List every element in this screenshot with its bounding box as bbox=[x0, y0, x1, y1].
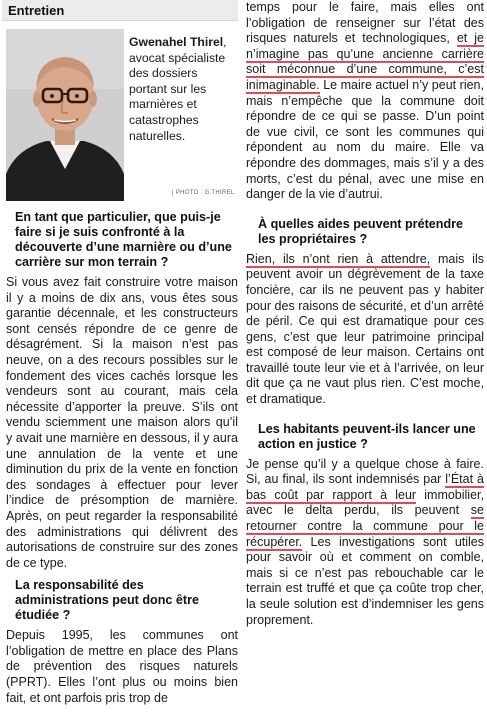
highlight-state-low-cost: l’État à bas coût par rapport à leur bbox=[246, 472, 484, 502]
portrait-illustration bbox=[6, 29, 124, 201]
question-4: Les habitants peuvent-ils lancer une action en justice ? bbox=[258, 421, 476, 451]
right-column bbox=[246, 0, 484, 628]
answer-4-middle: immobilier, avec le delta perdu, ils peuvent bbox=[246, 487, 484, 518]
lawyer-name: Gwenahel Thirel bbox=[129, 35, 224, 49]
answer-2-right bbox=[246, 0, 484, 203]
answer-3-rest: mais ils peuvent avoir un dégrèvement de la taxe foncière, car ils ne peuvent pas y habiter pour des raisons de sécurité, et d’un arrêté de péril. Ce qui est dramatique pour ces gens, c’est que leur patrimoine principal est composé de leur maison. Certains ont travaillé toute leur vie et à l’arrivée, on leur dit que ça ne vaut plus rien. C’est moche, et dramatique. bbox=[246, 251, 484, 407]
highlight-sue-commune: se retourner contre la commune pour le récupérer. bbox=[246, 503, 484, 549]
answer-2-right-end: Le maire actuel n’y peut rien, mais n’empêche que la commune doit répondre de ce qui se passe. D’un point de vue civil, ce sont les communes qui répondent au nom du maire. Elle va répondre des dommages, mais s’il y a des morts, c’est du pénal, avec une mise en danger de la vie d’autrui. bbox=[246, 77, 484, 202]
highlight-nothing-to-expect: Rien, ils n’ont rien à attendre, bbox=[246, 251, 431, 266]
section-title: Entretien bbox=[2, 0, 238, 21]
question-2: La responsabilité des administrations peut donc être étudiée ? bbox=[15, 578, 200, 623]
left-column bbox=[2, 0, 238, 706]
answer-4-end: Les investigations sont utiles pour savoir où et comment on comble, mais si ce n’est pas rebouchable car le terrain est truffé et que ça coûte trop cher, la seule solution est d’indemniser les gens proprement. bbox=[246, 534, 484, 627]
bio-description: , avocat spécialiste des dossiers portant sur les marnières et catastrophes naturelles. bbox=[129, 35, 227, 143]
answer-4 bbox=[246, 457, 484, 629]
answer-2-left: Depuis 1995, les communes ont l’obligation de mettre en place des Plans de prévention des risques naturels (PPRT). Elles l’ont plus ou moins bien fait, et ont parfois pris trop de bbox=[6, 628, 238, 705]
question-3: À quelles aides peuvent prétendre les propriétaires ? bbox=[258, 216, 464, 246]
portrait-block bbox=[2, 25, 238, 203]
photo-credit: | PHOTO : G.THIREL bbox=[172, 190, 235, 196]
question-1: En tant que particulier, que puis-je faire si je suis confronté à la découverte d’une marnière ou d’une carrière sur mon terrain ? bbox=[15, 210, 232, 269]
bio-text bbox=[129, 35, 237, 144]
answer-3 bbox=[246, 252, 484, 408]
portrait-photo bbox=[6, 29, 124, 201]
answer-1: Si vous avez fait construire votre maison il y a moins de dix ans, vous êtes sous garantie décennale, et les constructeurs sont censés répondre de ce genre de désagrément. Si la maison n’est pas neuve, on a des recours possibles sur le fondement des vices cachés lorsque les vendeurs sont au courant, mais cela nécessite d’apporter la preuve. S’ils ont vendu sciemment une maison alors qu’il y avait une marnière en dessous, il y aura une annulation de la vente et une diminution du prix de la vente en fonction des sondages à effectuer pour lever l’indice de présomption de marnière. Après, on peut regarder la responsabilité des administrations qui délivrent des autorisations de construire sur des zones de ce type. bbox=[6, 275, 238, 570]
highlight-commune-knowledge: et je n’imagine pas qu’une ancienne carrière soit méconnue d’une commune, c’est inimaginable. bbox=[246, 31, 484, 92]
answer-4-start: Je pense qu’il y a quelque chose à faire. Si, au final, ils sont indemnisés par bbox=[246, 456, 484, 487]
answer-2-right-start: temps pour le faire, mais elles ont l’obligation de renseigner sur l’état des risques naturels et technologiques, bbox=[246, 0, 484, 46]
